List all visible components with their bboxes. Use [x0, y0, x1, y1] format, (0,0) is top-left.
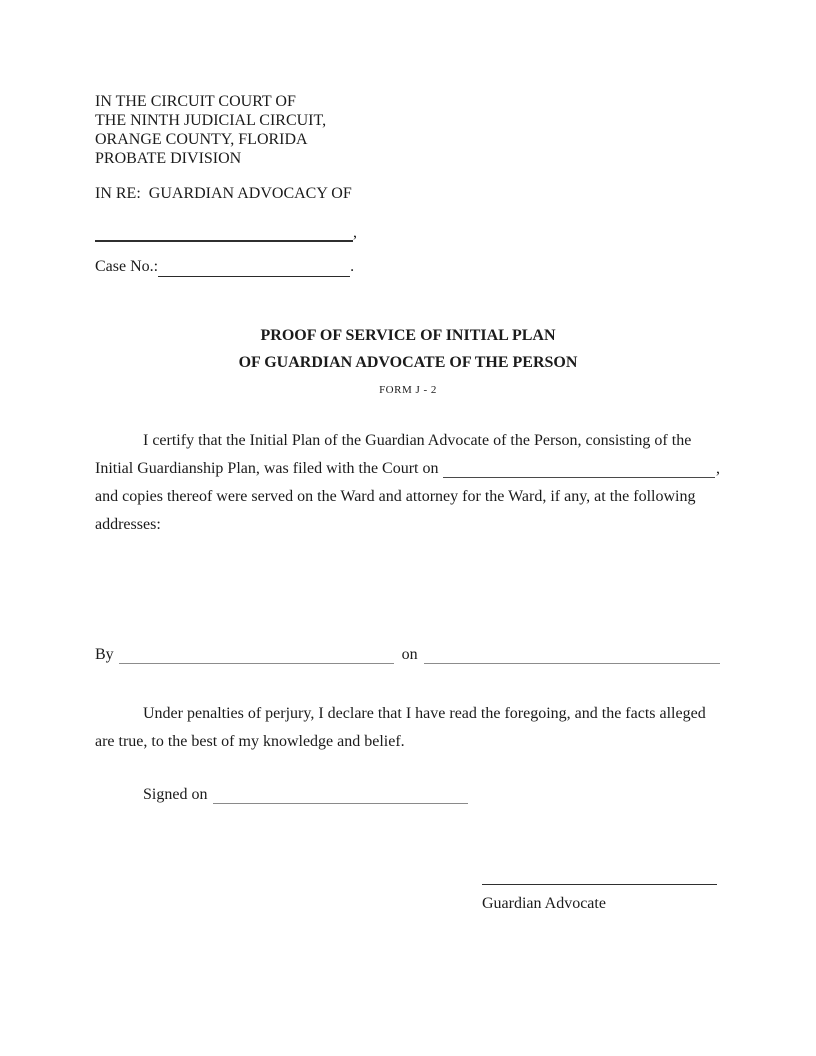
perjury-line-2: are true, to the best of my knowledge and belief. — [95, 733, 405, 750]
perjury-line-1: Under penalties of perjury, I declare that I have read the foregoing, and the facts alleged — [143, 705, 706, 722]
in-re-line: IN RE: GUARDIAN ADVOCACY OF — [95, 185, 352, 202]
form-number: FORM J - 2 — [379, 384, 437, 396]
ward-name-field — [95, 218, 353, 242]
filed-date-field — [443, 476, 716, 478]
served-by-field — [119, 646, 394, 664]
certify-line-2 — [95, 455, 720, 483]
perjury-paragraph — [95, 700, 720, 756]
certify-line-3: and copies thereof were served on the Ward and attorney for the Ward, if any, at the following — [95, 488, 696, 505]
service-by-row — [95, 646, 720, 664]
signature-role-label: Guardian Advocate — [482, 895, 606, 912]
certify-line-2-text: Initial Guardianship Plan, was filed with the Court on — [95, 460, 439, 477]
signed-on-label: Signed on — [143, 786, 208, 803]
court-header-line: PROBATE DIVISION — [95, 150, 242, 167]
title-line-2: OF GUARDIAN ADVOCATE OF THE PERSON — [238, 354, 578, 371]
court-header-line: IN THE CIRCUIT COURT OF — [95, 93, 296, 110]
document-title — [0, 322, 816, 397]
signature-line — [482, 866, 717, 885]
court-header — [95, 92, 720, 168]
case-no-label: Case No.: — [95, 258, 159, 275]
title-line-1: PROOF OF SERVICE OF INITIAL PLAN — [260, 327, 556, 344]
certify-line-1: I certify that the Initial Plan of the Guardian Advocate of the Person, consisting of the — [143, 432, 692, 449]
case-no-field — [158, 256, 350, 277]
court-header-line: ORANGE COUNTY, FLORIDA — [95, 131, 308, 148]
case-number-row — [95, 256, 720, 277]
signed-on-row — [95, 786, 720, 804]
on-label: on — [401, 646, 418, 663]
certify-line-2-suffix: , — [716, 460, 720, 477]
service-date-field — [424, 646, 720, 664]
case-no-suffix: . — [350, 258, 355, 275]
certify-paragraph — [95, 427, 720, 539]
signature-block — [482, 866, 717, 913]
by-label: By — [95, 646, 114, 663]
certify-line-4: addresses: — [95, 516, 161, 533]
signed-date-field — [213, 787, 468, 804]
ward-name-row — [95, 218, 720, 242]
ward-name-suffix: , — [353, 224, 357, 241]
court-header-line: THE NINTH JUDICIAL CIRCUIT, — [95, 112, 327, 129]
